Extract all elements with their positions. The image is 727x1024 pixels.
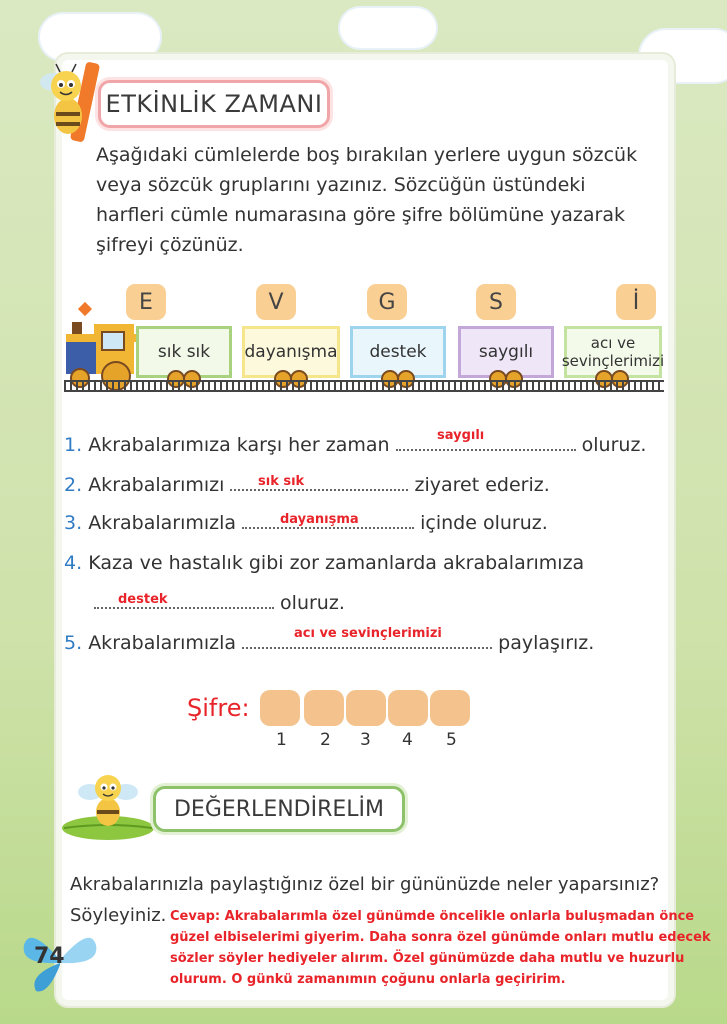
wagon-letter: İ — [616, 284, 656, 320]
question-text: oluruz. — [581, 434, 647, 456]
wagon-letter: E — [126, 284, 166, 320]
train-wagon: acı ve sevinçlerimizi — [564, 326, 662, 378]
answer-text: acı ve sevinçlerimizi — [294, 626, 442, 641]
wagon-letter: S — [476, 284, 516, 320]
page-number: 74 — [34, 944, 65, 969]
question-1 — [64, 434, 646, 456]
evaluation-answer: Cevap: Akrabalarımla özel günümde öncelikle onlarla buluşmadan önce güzel elbiselerimi giyerim. Daha sonra özel günümde onları mutlu edecek sözler söyler hediyeler alırım. Özel günümüzde daha mutlu ve huzurlu olurum. O günkü zamanımın çoğunu onlarla geçiririm. — [170, 909, 711, 987]
cipher-box[interactable] — [388, 690, 428, 726]
question-number: 4. — [64, 552, 83, 574]
question-text: ziyaret ederiz. — [414, 474, 550, 496]
cipher-number: 5 — [446, 730, 457, 750]
answer-text: saygılı — [437, 428, 485, 443]
activity-instructions: Aşağıdaki cümlelerde boş bırakılan yerlere uygun sözcük veya sözcük gruplarını yazınız. Sözcüğün üstündeki harfleri cümle numarasına göre şifre bölümüne yazarak şifreyi çözünüz. — [96, 144, 638, 256]
answer-text: dayanışma — [280, 512, 359, 527]
question-number: 3. — [64, 512, 83, 534]
bee-on-leaf-icon — [60, 768, 156, 848]
train-wagon: destek — [350, 326, 446, 378]
question-text: paylaşırız. — [498, 632, 595, 654]
answer-text: destek — [118, 592, 168, 607]
question-text: Kaza ve hastalık gibi zor zamanlarda akrabalarımıza — [88, 552, 585, 574]
cipher-number: 1 — [276, 730, 287, 750]
train-wagon: dayanışma — [242, 326, 340, 378]
answer-blank[interactable] — [396, 437, 576, 451]
train-wagon: saygılı — [458, 326, 554, 378]
activity-title: ETKİNLİK ZAMANI — [98, 80, 330, 128]
question-text: içinde oluruz. — [420, 512, 548, 534]
question-number: 5. — [64, 632, 83, 654]
question-text: Akrabalarımızla — [88, 512, 237, 534]
question-text: Akrabalarımıza karşı her zaman — [88, 434, 390, 456]
cipher-label: Şifre: — [187, 694, 250, 722]
cipher-number: 2 — [320, 730, 331, 750]
cipher-box[interactable] — [304, 690, 344, 726]
evaluation-instruction: Söyleyiniz. — [70, 905, 167, 926]
question-4 — [64, 552, 584, 574]
wagon-letter: G — [367, 284, 407, 320]
cipher-number: 3 — [360, 730, 371, 750]
question-text: oluruz. — [280, 592, 345, 614]
evaluation-question: Akrabalarınızla paylaştığınız özel bir gününüzde neler yaparsınız? — [70, 874, 660, 895]
answer-text: sık sık — [258, 474, 305, 489]
train-wagon: sık sık — [136, 326, 232, 378]
cloud-decoration — [40, 14, 160, 60]
question-text: Akrabalarımızı — [88, 474, 225, 496]
question-number: 1. — [64, 434, 83, 456]
question-text: Akrabalarımızla — [88, 632, 237, 654]
wagon-letter: V — [256, 284, 296, 320]
question-2 — [64, 474, 550, 496]
question-number: 2. — [64, 474, 83, 496]
cipher-box[interactable] — [430, 690, 470, 726]
cloud-decoration — [340, 8, 436, 48]
cipher-box[interactable] — [346, 690, 386, 726]
cipher-box[interactable] — [260, 690, 300, 726]
train-rail — [64, 380, 664, 392]
cipher-number: 4 — [402, 730, 413, 750]
evaluation-title: DEĞERLENDİRELİM — [153, 786, 405, 832]
